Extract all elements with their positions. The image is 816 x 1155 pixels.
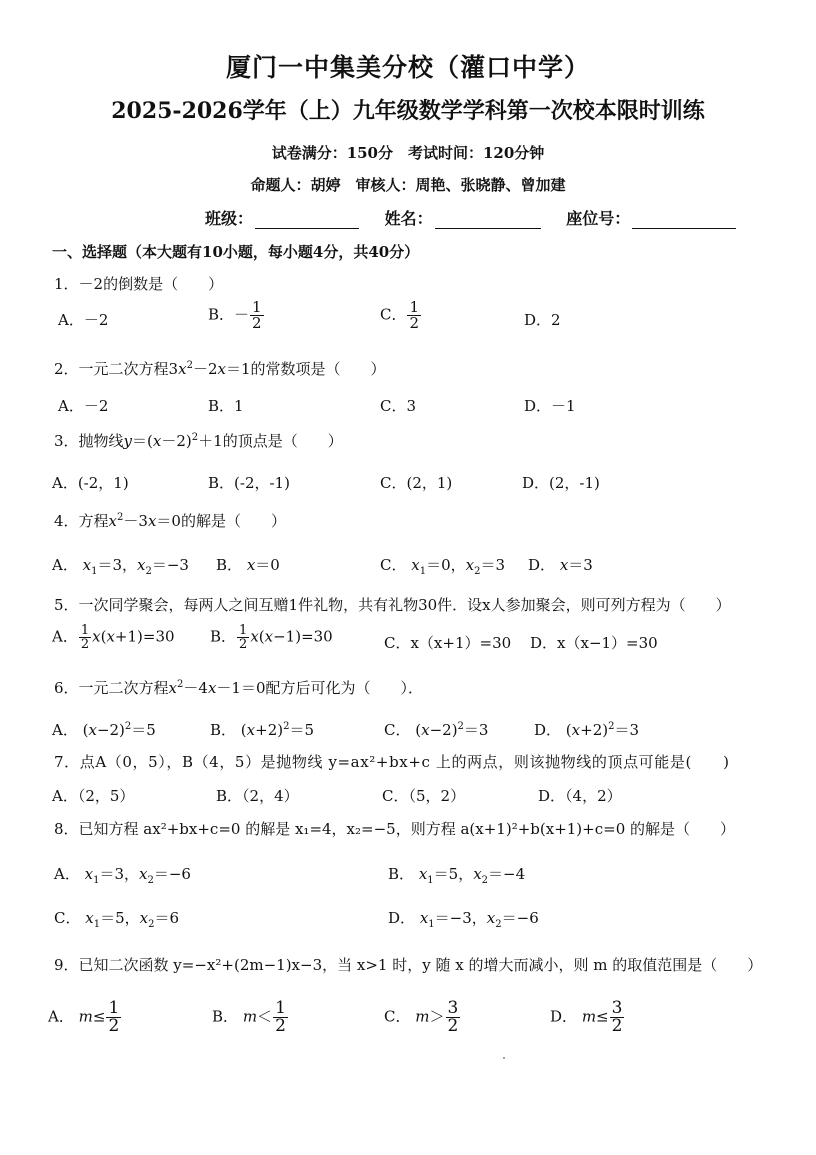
q9-option-d: D． m≤ $\frac{3}{2}$ <box>550 998 623 1036</box>
score-time-info: 试卷满分：150分 考试时间：120分钟 <box>271 144 545 162</box>
question-6-stem: 6．一元二次方程$x^2-4x-1=0$配方后可化为（ ）． <box>54 679 424 697</box>
q4-option-b: B． x＝0 <box>216 556 280 574</box>
q9-option-c: C． m＞ $\frac{3}{2}$ <box>384 998 459 1036</box>
q7-option-d: D．（4，2） <box>538 787 622 805</box>
name-label: 姓名： <box>384 209 433 228</box>
q7-option-c: C．（5，2） <box>382 787 466 805</box>
q5-option-a: A． $\frac{1}{2}$ x(x+1)=30 <box>52 623 175 652</box>
q3-option-c: C．(2，1) <box>380 474 453 492</box>
q8-option-c: C． $x_1=5$，$x_2=6$ <box>54 909 180 930</box>
q9-option-a: A． m≤ $\frac{1}{2}$ <box>48 998 120 1036</box>
q4-option-d: D． x＝3 <box>528 556 593 574</box>
class-label: 班级： <box>205 209 254 228</box>
authors-info: 命题人：胡婷 审核人：周艳、张晓静、曾加建 <box>250 176 566 194</box>
q7-option-a: A．（2，5） <box>52 787 135 805</box>
school-name: 厦门一中集美分校（灌口中学） <box>225 53 590 82</box>
name-blank[interactable] <box>435 212 541 229</box>
q4-option-c: C． $x_1=0$，$x_2=3$ <box>380 556 506 577</box>
q2-option-b: B．1 <box>208 397 244 415</box>
scan-speck <box>503 1057 505 1059</box>
question-8-stem: 8．已知方程 ax²+bx+c=0 的解是 x₁=4，x₂=−5，则方程 a(x+1)²+b(x+1)+c=0 的解是（ ） <box>54 820 736 838</box>
q1-option-c: C． $\frac{1}{2}$ <box>380 298 420 332</box>
question-2-stem: 2．一元二次方程$3x^2-2x=1$的常数项是（ ） <box>54 360 386 378</box>
student-info-row <box>205 206 742 229</box>
q2-option-a: A．－2 <box>58 397 109 415</box>
question-1-stem: 1．－2的倒数是（ ） <box>54 275 224 293</box>
q3-option-b: B．(-2，-1) <box>208 474 290 492</box>
q6-option-d: D． $(x+2)^2=3$ <box>534 721 640 739</box>
question-7-stem: 7．点A（0，5），B（4，5）是抛物线 y=ax²+bx+c 上的两点，则该抛物线的顶点可能是( ) <box>54 753 730 771</box>
q1-option-b: B．－ $\frac{1}{2}$ <box>208 298 262 332</box>
q2-option-c: C．3 <box>380 397 417 415</box>
q5-option-b: B． $\frac{1}{2}$ x(x−1)=30 <box>210 623 333 652</box>
q8-option-d: D． $x_1=-3$，$x_2=-6$ <box>388 909 539 930</box>
exam-title: 2025-2026学年（上）九年级数学学科第一次校本限时训练 <box>111 98 705 124</box>
q9-option-b: B． m＜ $\frac{1}{2}$ <box>212 998 286 1036</box>
question-5-stem: 5．一次同学聚会，每两人之间互赠1件礼物，共有礼物30件．设x人参加聚会，则可列方程为（ ） <box>54 596 731 614</box>
seat-blank[interactable] <box>632 212 736 229</box>
q1-option-d: D．2 <box>524 311 561 329</box>
question-3-stem: 3．抛物线$y=(x-2)^2+1$的顶点是（ ） <box>54 432 343 450</box>
q8-option-a: A． $x_1=3$，$x_2=-6$ <box>54 865 191 886</box>
q4-option-a: A． $x_1=3$，$x_2=-3$ <box>52 556 189 577</box>
q6-option-a: A． $(x-2)^2=5$ <box>52 721 156 739</box>
seat-label: 座位号： <box>566 209 631 228</box>
q5-option-c: C．x（x+1）=30 <box>384 634 512 652</box>
q2-option-d: D．－1 <box>524 397 576 415</box>
q3-option-d: D．(2，-1) <box>522 474 600 492</box>
q3-option-a: A．(-2，1) <box>52 474 129 492</box>
section-title: 一、选择题（本大题有10小题，每小题4分，共40分） <box>52 243 420 261</box>
q7-option-b: B．（2，4） <box>216 787 299 805</box>
question-9-stem: 9．已知二次函数 y=−x²+(2m−1)x−3，当 x>1 时，y 随 x 的增大而减小，则 m 的取值范围是（ ） <box>54 956 763 974</box>
q6-option-c: C． $(x-2)^2=3$ <box>384 721 489 739</box>
class-blank[interactable] <box>255 212 359 229</box>
question-4-stem: 4．方程$x^2-3x=0$的解是（ ） <box>54 512 286 530</box>
q1-option-a: A．－2 <box>58 311 109 329</box>
q6-option-b: B． $(x+2)^2=5$ <box>210 721 315 739</box>
q8-option-b: B． $x_1=5$，$x_2=-4$ <box>388 865 526 886</box>
q5-option-d: D．x（x−1）=30 <box>530 634 658 652</box>
